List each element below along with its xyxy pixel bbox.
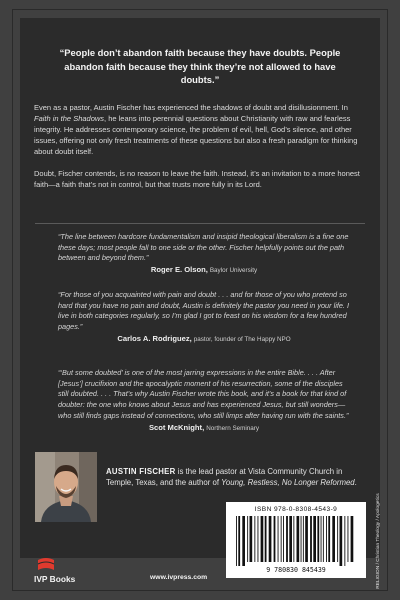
author-portrait-icon: [35, 452, 97, 522]
description-paragraph-2: Doubt, Fischer contends, is no reason to leave the faith. Instead, it’s an invitation to a more honest faith—a faith that’s not in control, but that trusts more fully in its Lord.: [34, 169, 360, 190]
endorsement-attribution: [58, 423, 350, 435]
description-text: , he leans into perennial questions about Christianity with raw and fearless integrity. He addresses contemporary science, the problem of evil, hell, God’s silence, and other issues, offering not only fresh treatments of these questions but also a fresh paradigm for thinking about doubt itself.: [34, 114, 358, 157]
barcode-bar: [265, 516, 267, 562]
barcode-bar: [297, 516, 300, 562]
barcode-icon: [232, 516, 360, 566]
barcode-bar: [321, 516, 322, 562]
barcode-bar: [348, 516, 349, 562]
barcode-digits: 9 780830 845439: [266, 566, 326, 574]
barcode-bar: [310, 516, 312, 562]
endorser-name: Roger E. Olson,: [150, 265, 208, 275]
previous-book-title: Young, Restless, No Longer Reformed: [221, 478, 355, 488]
author-bio-text: .: [354, 478, 357, 488]
category-label: [372, 493, 386, 589]
endorsement: [58, 232, 350, 277]
barcode-bar: [247, 516, 248, 562]
barcode-bar: [351, 516, 354, 562]
barcode-bar: [258, 516, 259, 562]
endorser-name: Carlos A. Rodriguez,: [117, 333, 192, 343]
isbn-number: ISBN 978-0-8308-4543-9: [254, 506, 338, 513]
barcode-bar: [261, 516, 264, 562]
barcode-bar: [238, 516, 240, 566]
barcode-bar: [254, 516, 255, 562]
barcode-bar: [289, 516, 292, 562]
publisher-website[interactable]: www.ivpress.com: [150, 574, 208, 581]
endorsement: [58, 368, 350, 434]
barcode-bar: [274, 516, 276, 562]
endorsement-quote: “The line between hardcore fundamentalism and insipid theological liberalism is a fine one these days; most people fall to one side or the other. Fischer helpfully points out the path between and beyond them.”: [58, 232, 349, 263]
barcode-bar: [305, 516, 308, 562]
description-text: Even as a pastor, Austin Fischer has experienced the shadows of doubt and disillusionment. In: [34, 103, 348, 112]
barcode-bar: [337, 516, 338, 562]
barcode-bar: [328, 516, 330, 562]
author-photo: [35, 452, 97, 522]
endorsement-attribution: [58, 334, 350, 346]
barcode-bar: [301, 516, 302, 562]
barcode-bar: [242, 516, 245, 566]
endorsement: [58, 290, 350, 346]
barcode-bar: [293, 516, 294, 562]
barcode-bar: [250, 516, 253, 562]
publisher-name: IVP Books: [34, 574, 76, 584]
endorser-affiliation: Northern Seminary: [206, 424, 260, 432]
author-name: AUSTIN FISCHER: [106, 467, 176, 476]
isbn-barcode: [226, 502, 366, 578]
author-bio-text: is the lead pastor at Vista Community Church in Temple, Texas, and the author of: [106, 467, 343, 488]
barcode-bar: [236, 516, 237, 566]
description-paragraph-1: [34, 102, 364, 157]
book-title: Faith in the Shadows: [34, 114, 105, 124]
barcode-bar: [269, 516, 272, 562]
barcode-bar: [303, 516, 304, 562]
barcode-bar: [281, 516, 282, 562]
endorser-name: Scot McKnight,: [148, 422, 205, 432]
barcode-bar: [332, 516, 335, 562]
barcode-bar: [340, 516, 343, 566]
endorsement-attribution: [58, 265, 350, 277]
barcode-bar: [278, 516, 279, 562]
section-divider: [35, 223, 365, 224]
category-text: RELIGION / Christian Theology / Apologetics: [376, 493, 381, 589]
barcode-bar: [317, 516, 319, 562]
barcode-bar: [344, 516, 345, 566]
barcode-bar: [323, 516, 324, 562]
barcode-bar: [313, 516, 316, 562]
barcode-bar: [283, 516, 284, 562]
barcode-bar: [286, 516, 288, 562]
endorsement-quote: “For those of you acquainted with pain and doubt . . . and for those of you who pretend so hard that you have no pain and doubt, Austin is definitely the pastor you need in your life. I live in both categories regularly, so I’m glad I got to feast on his wisdom for a few hundred pages.”: [58, 290, 349, 332]
barcode-bar: [326, 516, 327, 562]
author-bio: [106, 466, 366, 489]
endorser-affiliation: Baylor University: [209, 267, 258, 275]
headline-quote: “People don’t abandon faith because they have doubts. People abandon faith because they think they’re not allowed to have doubts.”: [59, 47, 341, 86]
endorser-affiliation: pastor, founder of The Happy NPO: [193, 335, 291, 343]
endorsement-quote: “‘But some doubted’ is one of the most jarring expressions in the entire Bible. . . . After [Jesus’] crucifixion and the apocalyptic moment of his resurrection, some of the disciples still doubted. . . . That’s why Austin Fischer wrote this book, and it’s a book for that kind of doubter: the one who knows about Jesus and has experienced Jesus, but still wonders—who still finds gaps instead of connections, who still limps after having run with the saints.”: [58, 368, 349, 420]
